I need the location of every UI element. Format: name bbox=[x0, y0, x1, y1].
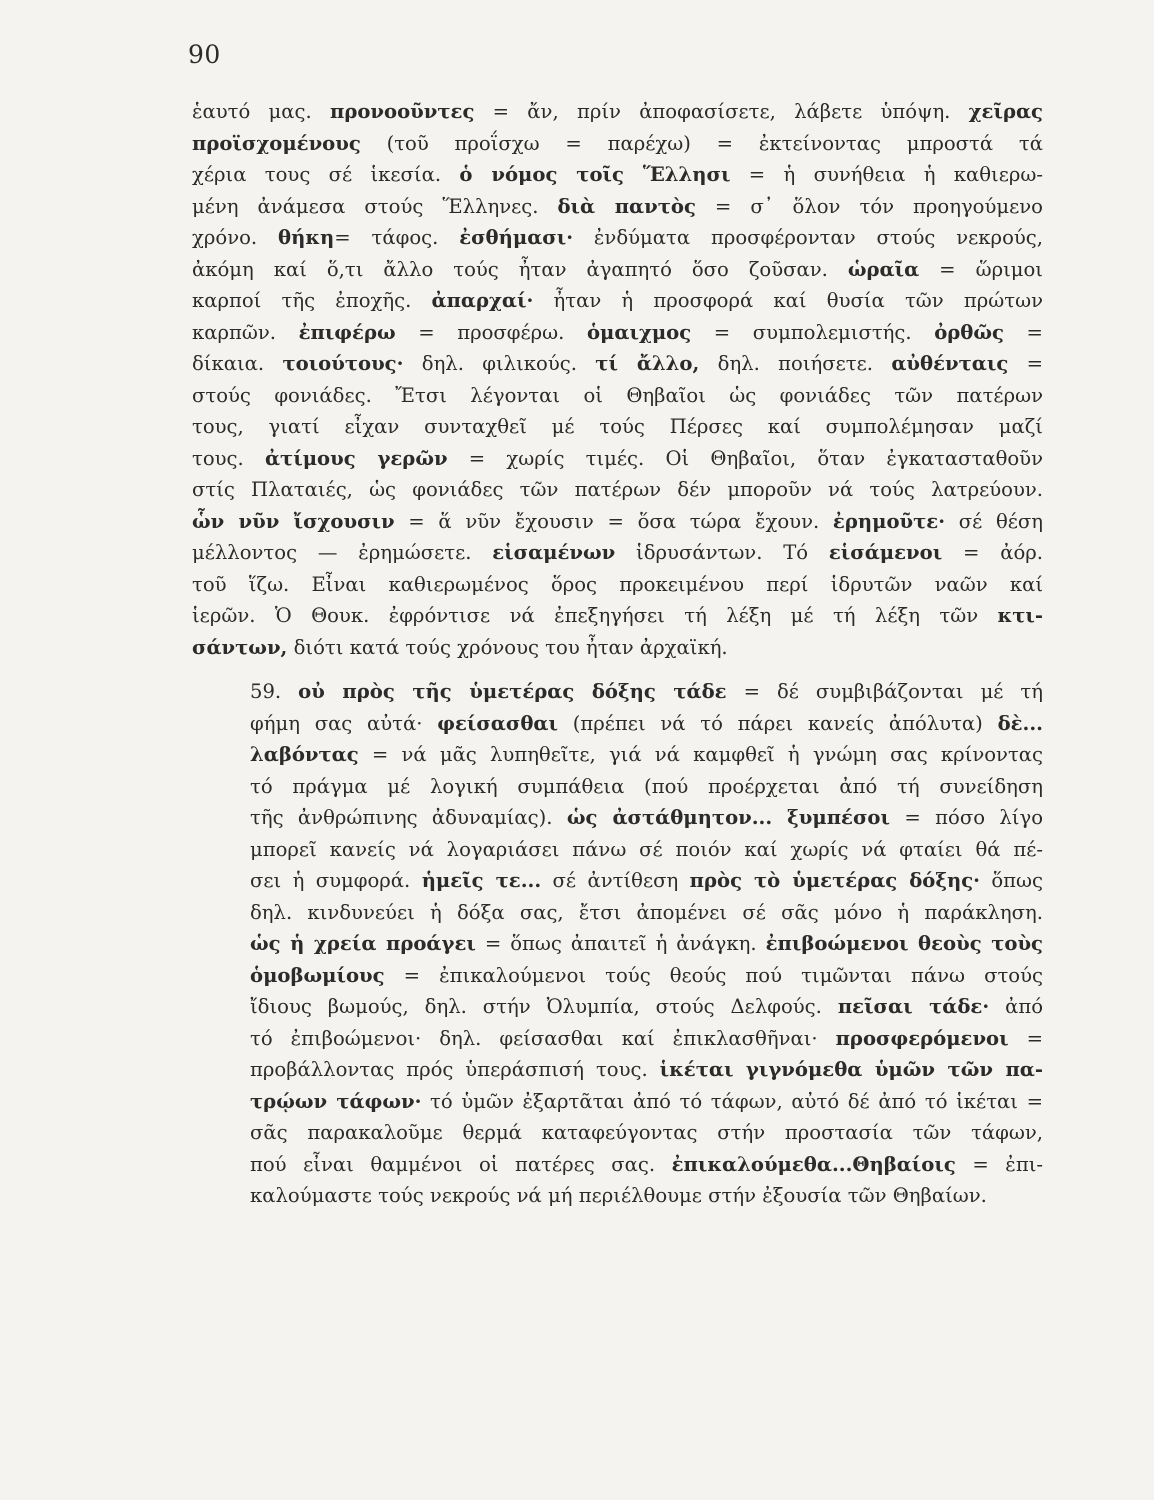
text-line bbox=[192, 834, 1043, 866]
text-line bbox=[192, 739, 1043, 771]
text-line bbox=[192, 285, 1043, 317]
text-run: δίκαια. bbox=[192, 352, 283, 375]
text-line bbox=[192, 159, 1043, 191]
headword: διὰ παντὸς bbox=[557, 194, 696, 218]
text-run: = bbox=[1008, 1026, 1043, 1050]
text-line bbox=[192, 1149, 1043, 1181]
headword: ὀρθῶς bbox=[934, 320, 1004, 344]
headword: ἐπικαλούμεθα...Θηβαίοις bbox=[671, 1152, 956, 1176]
text-line bbox=[192, 928, 1043, 960]
headword: ὡς ἀστάθμητον... ξυμπέσοι bbox=[566, 806, 890, 829]
text-run: καρποί τῆς ἐποχῆς. bbox=[192, 289, 432, 312]
text-run: = προσφέρω. bbox=[395, 320, 587, 344]
text-run: (τοῦ προΐσχω = παρέχω) = ἐκτείνοντας μπροστά τά bbox=[360, 131, 1043, 155]
headword: εἱσαμένων bbox=[492, 541, 616, 564]
headword: φείσασθαι bbox=[437, 711, 558, 735]
text-run: σέ ἀντίθεση bbox=[541, 869, 690, 892]
text-run: (πρέπει νά τό πάρει κανείς ἀπόλυτα) bbox=[557, 711, 998, 735]
headword: ὁ νόμος τοῖς Ἕλλησι bbox=[459, 163, 731, 186]
text-run: σει ἡ συμφορά. bbox=[250, 869, 422, 892]
text-line bbox=[192, 380, 1043, 412]
text-line bbox=[192, 1117, 1043, 1149]
text-run: τους, γιατί εἶχαν συνταχθεῖ μέ τούς Πέρσες καί συμπολέμησαν μαζί bbox=[192, 415, 1043, 438]
text-run: ἀπό bbox=[989, 995, 1044, 1018]
headword: πρὸς τὸ ὑμετέρας δόξης· bbox=[689, 869, 980, 892]
text-line bbox=[192, 960, 1043, 992]
text-run: = σ᾽ ὅλον τόν προηγούμενο bbox=[695, 194, 1043, 218]
text-run: = ὅπως ἀπαιτεῖ ἡ ἀνάγκη. bbox=[475, 932, 766, 955]
headword: ἐπιβοώμενοι θεοὺς τοὺς bbox=[765, 932, 1043, 955]
text-run: δηλ. φιλικούς. bbox=[403, 352, 596, 375]
text-run: τους. bbox=[192, 446, 265, 470]
text-line bbox=[192, 632, 1043, 664]
text-run: = χωρίς τιμές. Οἱ Θηβαῖοι, ὅταν ἐγκατασταθοῦν bbox=[447, 446, 1043, 470]
text-run: μέλλοντος — ἐρημώσετε. bbox=[192, 541, 493, 564]
headword: ἱκέται γιγνόμεθα ὑμῶν τῶν πα- bbox=[659, 1058, 1043, 1081]
text-line bbox=[192, 128, 1043, 160]
headword: τί ἄλλο, bbox=[595, 352, 700, 375]
text-run: ἴδιους βωμούς, δηλ. στήν Ὀλυμπία, στούς Δελφούς. bbox=[250, 995, 838, 1018]
text-run: τοῦ ἵζω. Εἶναι καθιερωμένος ὅρος προκειμένου περί ἱδρυτῶν ναῶν καί bbox=[192, 572, 1043, 596]
headword: οὐ πρὸς τῆς ὑμετέρας δόξης τάδε bbox=[298, 680, 727, 703]
text-line bbox=[192, 254, 1043, 286]
text-run: μπορεῖ κανείς νά λογαριάσει πάνω σέ ποιόν καί χωρίς νά φταίει θά πέ- bbox=[250, 837, 1043, 861]
text-line bbox=[192, 802, 1043, 834]
text-line bbox=[192, 348, 1043, 380]
text-line bbox=[192, 1054, 1043, 1086]
text-run: προβάλλοντας πρός ὑπεράσπισή τους. bbox=[250, 1058, 660, 1081]
text-line bbox=[192, 537, 1043, 569]
text-line bbox=[192, 897, 1043, 929]
text-run: δηλ. κινδυνεύει ἡ δόξα σας, ἔτσι ἀπομένει σέ σᾶς μόνο ἡ παράκληση. bbox=[250, 900, 1043, 924]
text-run: = συμπολεμιστής. bbox=[691, 320, 935, 344]
text-run: ἱδρυσάντων. Τό bbox=[615, 541, 829, 564]
text-run: καρπῶν. bbox=[192, 320, 299, 344]
text-run: 59. bbox=[250, 680, 299, 703]
page-number: 90 bbox=[188, 40, 221, 69]
text-line bbox=[192, 1086, 1043, 1118]
text-run: φήμη σας αὐτά· bbox=[250, 711, 438, 735]
text-run: = νά μᾶς λυπηθεῖτε, γιά νά καμφθεῖ ἡ γνώμη σας κρίνοντας bbox=[358, 743, 1043, 766]
text-run: πού εἶναι θαμμένοι οἱ πατέρες σας. bbox=[250, 1152, 672, 1176]
text-line bbox=[192, 191, 1043, 223]
text-line bbox=[192, 96, 1043, 128]
text-line bbox=[192, 569, 1043, 601]
text-run: = ἐπι- bbox=[955, 1152, 1043, 1176]
text-run: τό ὑμῶν ἐξαρτᾶται ἀπό τό τάφων, αὐτό δέ ἀπό τό ἱκέται = bbox=[421, 1089, 1043, 1113]
text-line bbox=[192, 771, 1043, 803]
text-run: μένη ἀνάμεσα στούς Ἕλληνες. bbox=[192, 194, 558, 218]
headword: ὁμαιχμος bbox=[586, 320, 692, 344]
headword: ἐσθήμασι· bbox=[459, 226, 574, 249]
headword: ὡραῖα bbox=[847, 257, 920, 281]
headword: προσφερόμενοι bbox=[835, 1026, 1009, 1050]
text-line bbox=[192, 600, 1043, 632]
headword: προνοοῦντες bbox=[329, 100, 475, 123]
headword: πεῖσαι τάδε· bbox=[837, 995, 990, 1018]
text-run: = ἅ νῦν ἔχουσιν = ὅσα τώρα ἔχουν. bbox=[394, 509, 833, 533]
commentary-paragraph-2 bbox=[192, 676, 1043, 1212]
headword: χεῖρας bbox=[968, 100, 1043, 123]
body-text bbox=[192, 96, 1043, 1212]
text-run: στίς Πλαταιές, ὡς φονιάδες τῶν πατέρων δέν μποροῦν νά τούς λατρεύουν. bbox=[192, 478, 1043, 501]
headword: ἀτίμους γερῶν bbox=[264, 446, 448, 470]
text-line bbox=[192, 222, 1043, 254]
headword: κτι- bbox=[997, 604, 1043, 627]
text-run: σέ θέση bbox=[945, 509, 1044, 533]
text-run: ἱερῶν. Ὁ Θουκ. ἐφρόντισε νά ἐπεξηγήσει τή λέξη μέ τή λέξη τῶν bbox=[192, 604, 998, 627]
text-line bbox=[192, 443, 1043, 475]
headword: εἱσάμενοι bbox=[828, 541, 943, 564]
text-line bbox=[192, 411, 1043, 443]
text-run: = ὥριμοι bbox=[919, 257, 1043, 281]
text-line bbox=[192, 865, 1043, 897]
headword: ἡμεῖς τε... bbox=[421, 869, 542, 892]
text-run: καλούμαστε τούς νεκρούς νά μή περιέλθουμε στήν ἐξουσία τῶν Θηβαίων. bbox=[250, 1184, 987, 1207]
headword: ἀπαρχαί· bbox=[431, 289, 534, 312]
headword: θήκη bbox=[278, 226, 335, 249]
text-run: = δέ συμβιβάζονται μέ τή bbox=[726, 680, 1044, 703]
text-run: τό πράγμα μέ λογική συμπάθεια (πού προέρχεται ἀπό τή συνείδηση bbox=[250, 774, 1043, 798]
text-run: χέρια τους σέ ἱκεσία. bbox=[192, 163, 460, 186]
text-run: χρόνο. bbox=[192, 226, 278, 249]
headword: ὡς ἡ χρεία προάγει bbox=[250, 932, 476, 955]
headword: τοιούτους· bbox=[282, 352, 404, 375]
headword: ἐρημοῦτε· bbox=[832, 509, 946, 533]
text-run: = ἐπικαλούμενοι τούς θεούς πού τιμῶνται πάνω στούς bbox=[384, 963, 1043, 987]
text-run: = bbox=[1008, 352, 1043, 375]
text-run: = τάφος. bbox=[334, 226, 460, 249]
headword: ἐπιφέρω bbox=[298, 320, 396, 344]
text-run: ἀκόμη καί ὅ,τι ἄλλο τούς ἦταν ἀγαπητό ὅσο ζοῦσαν. bbox=[192, 257, 848, 281]
text-line bbox=[192, 676, 1043, 708]
text-run: τῆς ἀνθρώπινης ἀδυναμίας). bbox=[250, 806, 567, 829]
text-run: = bbox=[1003, 320, 1043, 344]
headword: τρῴων τάφων· bbox=[250, 1089, 422, 1113]
text-run: σᾶς παρακαλοῦμε θερμά καταφεύγοντας στήν προστασία τῶν τάφων, bbox=[250, 1121, 1043, 1144]
text-run: δηλ. ποιήσετε. bbox=[699, 352, 892, 375]
text-line bbox=[192, 506, 1043, 538]
text-run: = ἀόρ. bbox=[942, 541, 1043, 564]
headword: δὲ... bbox=[997, 711, 1044, 735]
text-line bbox=[192, 317, 1043, 349]
text-run: = ἡ συνήθεια ἡ καθιερω- bbox=[730, 163, 1043, 186]
text-run: ἑαυτό μας. bbox=[192, 100, 330, 123]
headword: σάντων, bbox=[192, 635, 288, 659]
text-line bbox=[192, 708, 1043, 740]
headword: ὁμοβωμίους bbox=[250, 963, 385, 987]
text-line bbox=[192, 474, 1043, 506]
headword: αὐθένταις bbox=[891, 352, 1009, 375]
text-run: ἐνδύματα προσφέρονταν στούς νεκρούς, bbox=[573, 226, 1043, 249]
text-run: = ἄν, πρίν ἀποφασίσετε, λάβετε ὑπόψη. bbox=[474, 100, 969, 123]
headword: λαβόντας bbox=[250, 743, 359, 766]
text-run: ὅπως bbox=[979, 869, 1043, 892]
text-line bbox=[192, 991, 1043, 1023]
commentary-paragraph-1 bbox=[192, 96, 1043, 663]
headword: ὧν νῦν ἴσχουσιν bbox=[192, 509, 395, 533]
text-line bbox=[192, 1180, 1043, 1212]
text-run: στούς φονιάδες. Ἔτσι λέγονται οἱ Θηβαῖοι ὡς φονιάδες τῶν πατέρων bbox=[192, 383, 1043, 407]
text-run: = πόσο λίγο bbox=[889, 806, 1043, 829]
headword: προϊσχομένους bbox=[192, 131, 361, 155]
text-run: τό ἐπιβοώμενοι· δηλ. φείσασθαι καί ἐπικλασθῆναι· bbox=[250, 1026, 836, 1050]
text-run: ἦταν ἡ προσφορά καί θυσία τῶν πρώτων bbox=[533, 289, 1043, 312]
text-run: διότι κατά τούς χρόνους του ἦταν ἀρχαϊκή. bbox=[287, 635, 728, 659]
text-line bbox=[192, 1023, 1043, 1055]
